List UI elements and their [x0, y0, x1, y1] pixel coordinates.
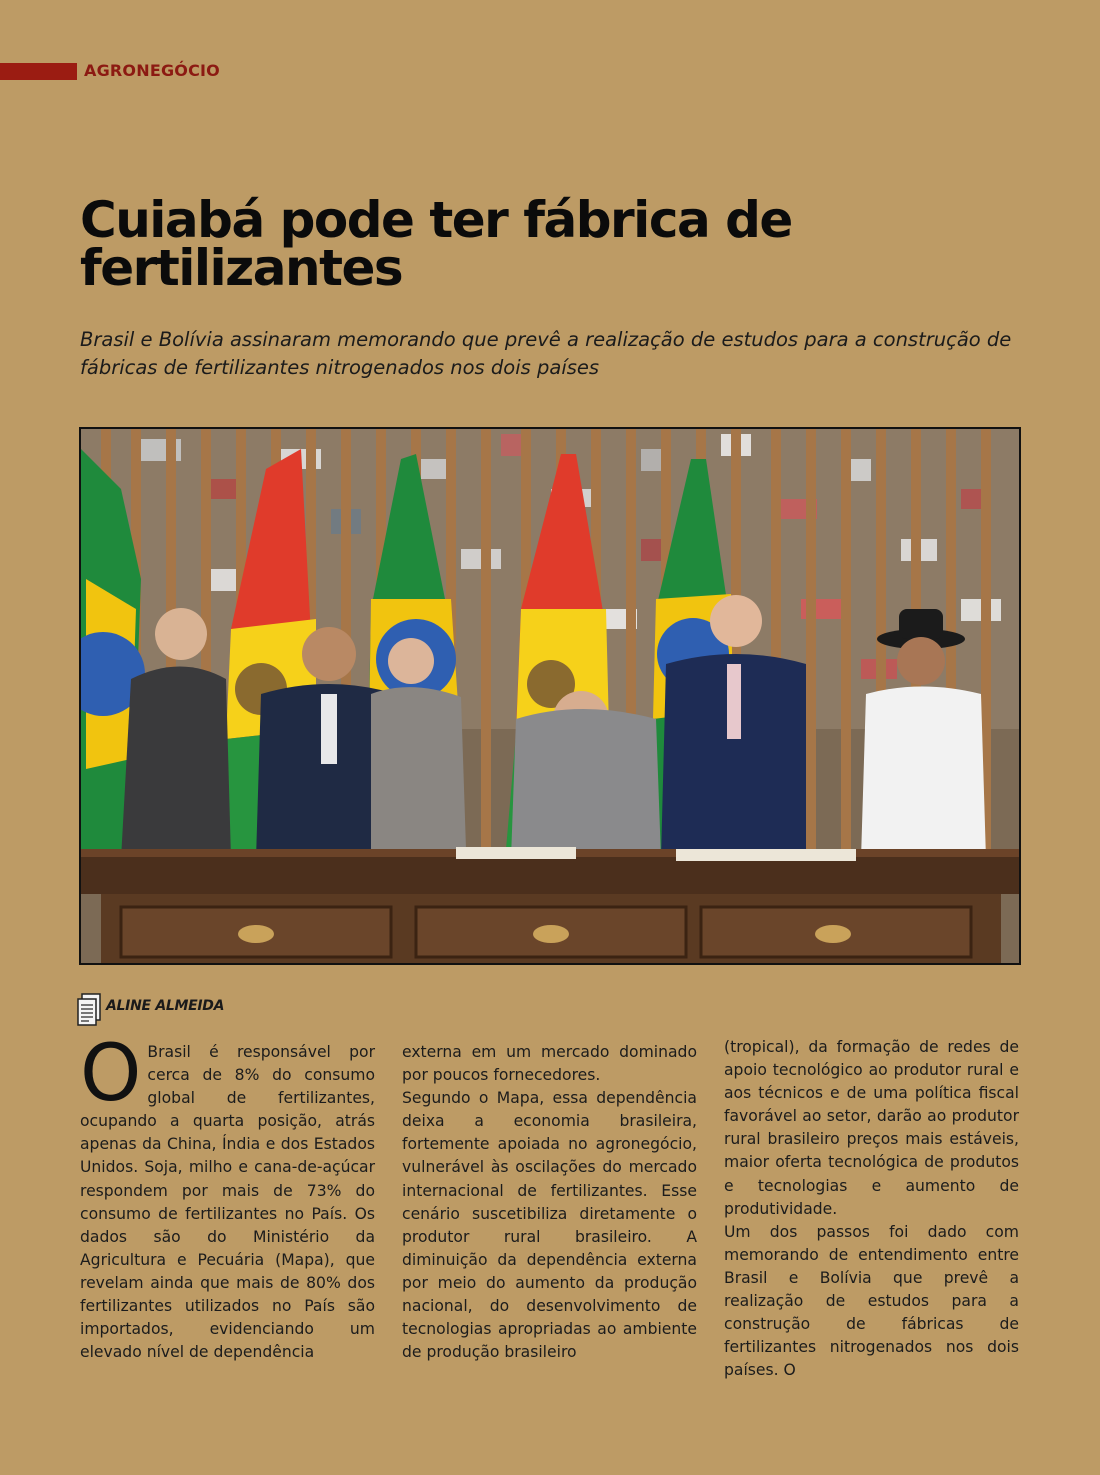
section-label: AGRONEGÓCIO — [84, 61, 220, 80]
article-headline: Cuiabá pode ter fábrica de fertilizantes — [80, 191, 792, 297]
column-2-paragraph-1: externa em um mercado dominado por poucos fornecedores. — [402, 1043, 697, 1085]
author-byline — [76, 993, 224, 1029]
column-3-paragraph-1: (tropical), da formação de redes de apoio tecnológico ao produtor rural e aos técnicos e de uma política fiscal favorável ao setor, darão ao produtor rural brasileiro preços mais estáveis, maior oferta tecnológica de produtos e tecnologias e aumento de produtividade. — [724, 1038, 1019, 1218]
article-photo — [79, 427, 1021, 965]
column-1-text: Brasil é responsável por cerca de 8% do consumo global de fertilizantes, ocupando a quarta posição, atrás apenas da China, Índia e dos Estados Unidos. Soja, milho e cana-de-açúcar respondem por mais de 73% do consumo de fertilizantes no País. Os dados são do Ministério da Agricultura e Pecuária (Mapa), que revelam ainda que mais de 80% dos fertilizantes utilizados no País são importados, evidenciando um elevado nível de dependência — [80, 1043, 375, 1362]
article-subtitle: Brasil e Bolívia assinaram memorando que prevê a realização de estudos para a construção de fábricas de fertilizantes nitrogenados nos dois países — [80, 328, 1012, 379]
article-column-2 — [402, 1041, 697, 1364]
document-icon — [76, 993, 102, 1029]
section-accent-bar — [0, 63, 77, 80]
column-2-paragraph-2: Segundo o Mapa, essa dependência deixa a economia brasileira, fortemente apoiada no agronegócio, vulnerável às oscilações do mercado internacional de fertilizantes. Esse cenário suscetibiliza diretamente o produtor rural brasileiro. A diminuição da dependência externa por meio do aumento da produção nacional, do desenvolvimento de tecnologias apropriadas ao ambiente de produção brasileiro — [402, 1089, 697, 1362]
article-column-3 — [724, 1036, 1019, 1382]
article-column-1 — [80, 1029, 375, 1364]
author-name: ALINE ALMEIDA — [106, 998, 225, 1014]
drop-cap: O — [80, 1029, 142, 1119]
column-3-paragraph-2: Um dos passos foi dado com memorando de entendimento entre Brasil e Bolívia que prevê a realização de estudos para a construção de fábricas de fertilizantes nitrogenados nos dois países. O — [724, 1222, 1019, 1380]
